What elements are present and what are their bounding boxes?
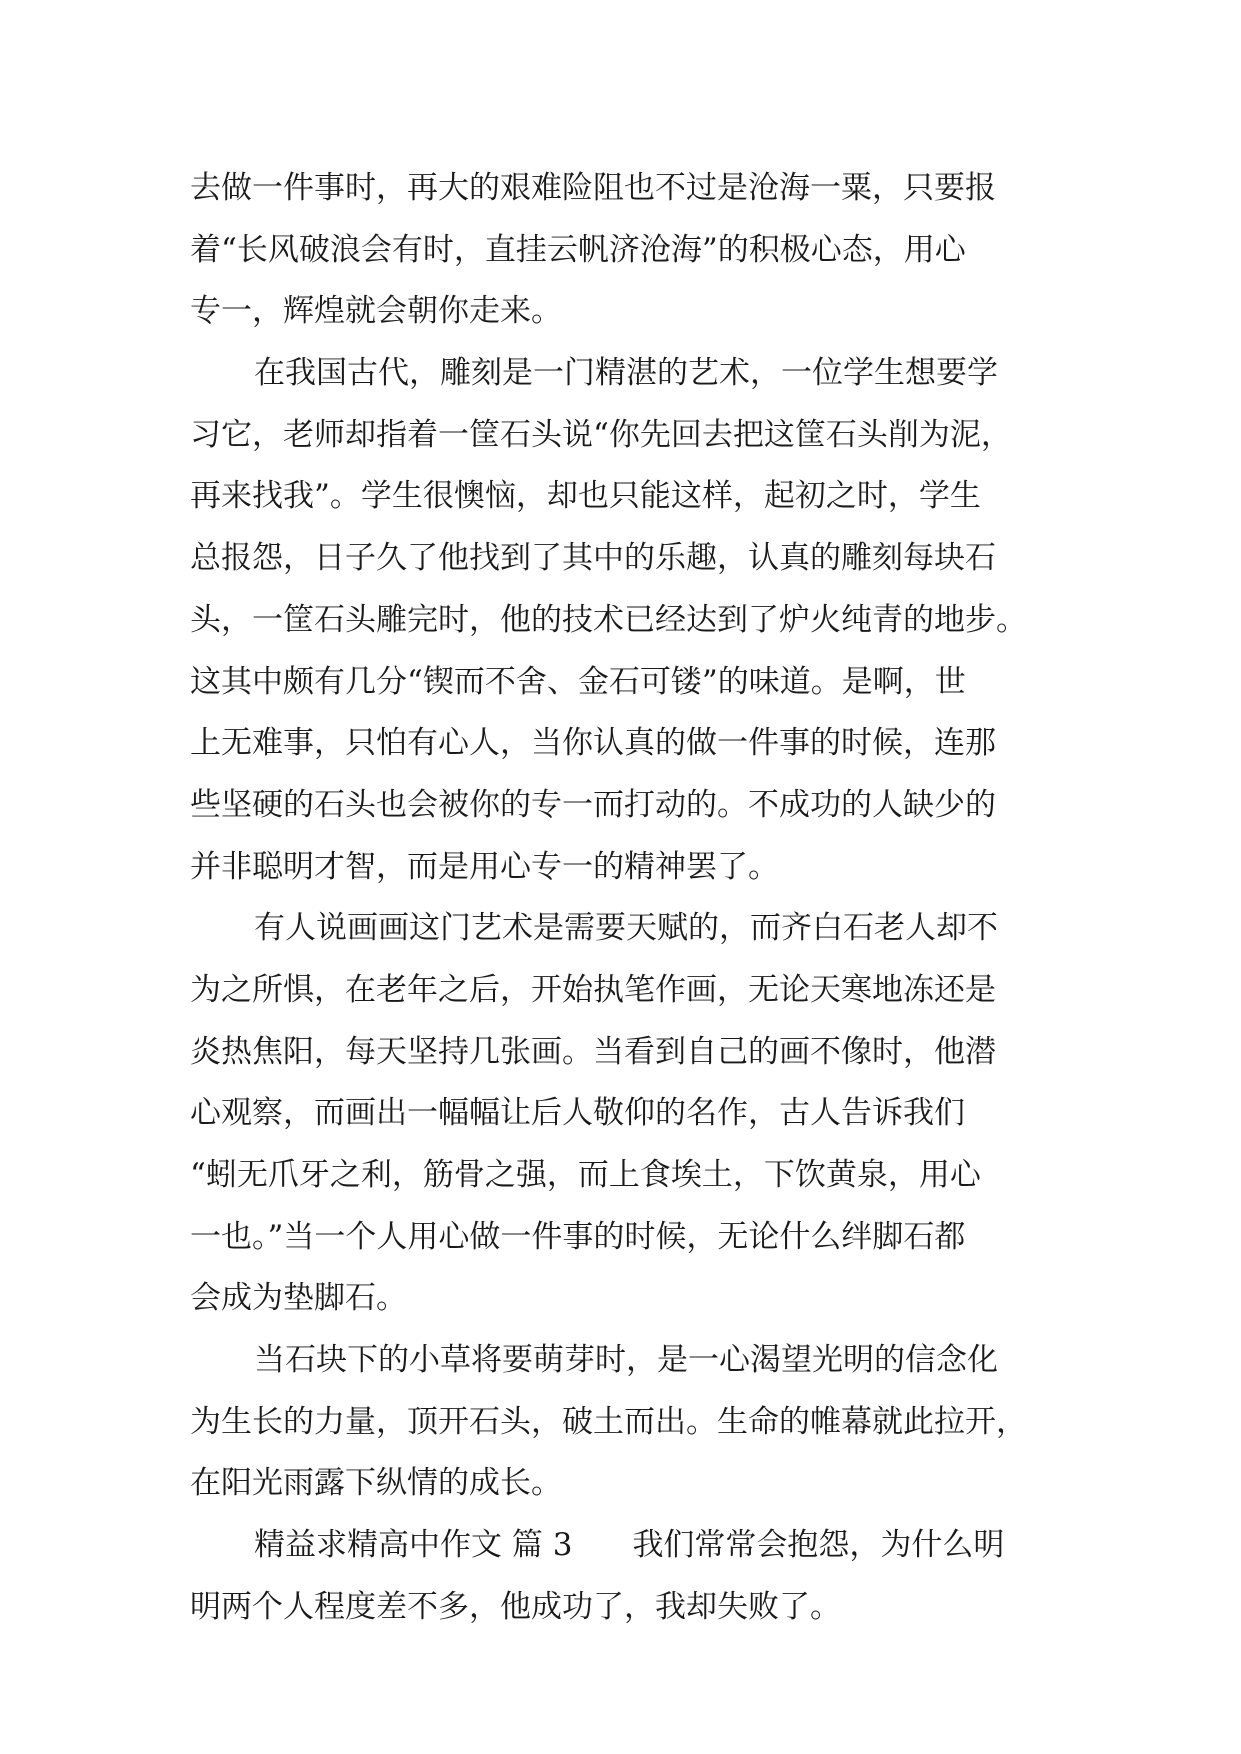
text-line: 心观察，而画出一幅幅让后人敬仰的名作，古人告诉我们 bbox=[190, 1095, 965, 1132]
text-line: “蚓无爪牙之利，筋骨之强，而上食埃土，下饮黄泉，用心 bbox=[190, 1157, 981, 1193]
text-line: 会成为垫脚石。 bbox=[190, 1280, 407, 1317]
text-line: 总报怨，日子久了他找到了其中的乐趣，认真的雕刻每块石 bbox=[190, 540, 996, 577]
section-heading: 精益求精高中作文 篇 3 bbox=[254, 1527, 573, 1564]
text-line: 炎热焦阳，每天坚持几张画。当看到自己的画不像时，他潜 bbox=[190, 1033, 996, 1070]
paragraph-first-line: 当石块下的小草将要萌芽时，是一心渴望光明的信念化 bbox=[254, 1342, 998, 1379]
text-line: 这其中颇有几分“锲而不舍、金石可镂”的味道。是啊，世 bbox=[190, 663, 966, 700]
text-line: 些坚硬的石头也会被你的专一而打动的。不成功的人缺少的 bbox=[190, 786, 996, 823]
text-line: 为之所惧，在老年之后，开始执笔作画，无论天寒地冻还是 bbox=[190, 971, 996, 1008]
text-line: 上无难事，只怕有心人，当你认真的做一件事的时候，连那 bbox=[190, 725, 996, 762]
section-heading-line bbox=[190, 1515, 1050, 1577]
text-line: 去做一件事时，再大的艰难险阻也不过是沧海一粟，只要报 bbox=[190, 170, 996, 206]
paragraph-first-line: 在我国古代，雕刻是一门精湛的艺术，一位学生想要学 bbox=[254, 355, 998, 392]
essay-body bbox=[190, 158, 1050, 1639]
text-line: 明两个人程度差不多，他成功了，我却失败了。 bbox=[190, 1588, 841, 1625]
text-line: 专一，辉煌就会朝你走来。 bbox=[190, 293, 562, 330]
paragraph-start: 我们常常会抱怨，为什么明 bbox=[632, 1527, 1005, 1564]
text-line: 并非聪明才智，而是用心专一的精神罢了。 bbox=[190, 848, 779, 885]
text-line: 着“长风破浪会有时，直挂云帆济沧海”的积极心态，用心 bbox=[190, 231, 966, 268]
text-line: 在阳光雨露下纵情的成长。 bbox=[190, 1465, 562, 1502]
text-line: 习它，老师却指着一筐石头说“你先回去把这筐石头削为泥， bbox=[190, 416, 1012, 453]
text-line: 一也。”当一个人用心做一件事的时候，无论什么绊脚石都 bbox=[190, 1218, 966, 1255]
text-line: 头，一筐石头雕完时，他的技术已经达到了炉火纯青的地步。 bbox=[190, 601, 1027, 638]
paragraph-first-line: 有人说画画这门艺术是需要天赋的，而齐白石老人却不 bbox=[254, 910, 998, 947]
text-line: 为生长的力量，顶开石头，破土而出。生命的帷幕就此拉开， bbox=[190, 1403, 1027, 1440]
text-line: 再来找我”。学生很懊恼，却也只能这样，起初之时，学生 bbox=[190, 478, 981, 515]
